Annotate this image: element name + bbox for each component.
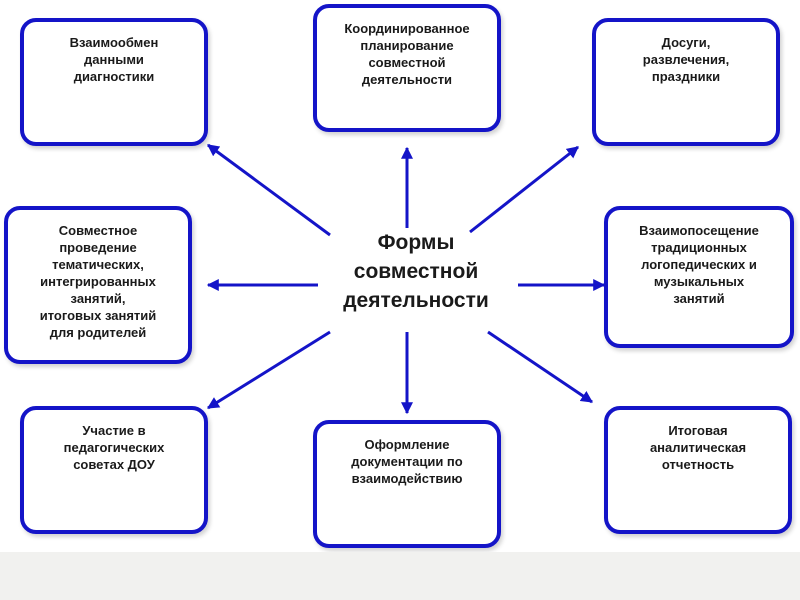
center-title: Формы совместной деятельности	[343, 231, 489, 312]
arrow-to-leisure	[470, 147, 578, 232]
bottom-band	[0, 552, 800, 600]
arrow-to-diagnostics-exchange	[208, 145, 330, 235]
box-final-reporting	[604, 406, 792, 534]
box-joint-classes	[4, 206, 192, 364]
box-diagnostics-exchange	[20, 18, 208, 146]
box-coordinated-planning	[313, 4, 501, 132]
box-mutual-visits-label: Взаимопосещение традиционных логопедических и музыкальных занятий	[639, 223, 759, 306]
box-ped-councils-label: Участие в педагогических советах ДОУ	[63, 423, 165, 472]
box-leisure	[592, 18, 780, 146]
box-documentation	[313, 420, 501, 548]
box-final-reporting-label: Итоговая аналитическая отчетность	[649, 423, 747, 472]
box-documentation-label: Оформление документации по взаимодействию	[351, 437, 463, 486]
arrow-to-final-reporting	[488, 332, 592, 402]
box-coordinated-planning-label: Координированное планирование совместной деятельности	[344, 21, 470, 87]
arrow-to-ped-councils	[208, 332, 330, 408]
box-leisure-label: Досуги, развлечения, праздники	[642, 35, 730, 84]
box-mutual-visits	[604, 206, 794, 348]
box-ped-councils	[20, 406, 208, 534]
box-joint-classes-label: Совместное проведение тематических, интегрированных занятий, итоговых занятий для родителей	[39, 223, 157, 340]
box-diagnostics-exchange-label: Взаимообмен данными диагностики	[69, 35, 159, 84]
